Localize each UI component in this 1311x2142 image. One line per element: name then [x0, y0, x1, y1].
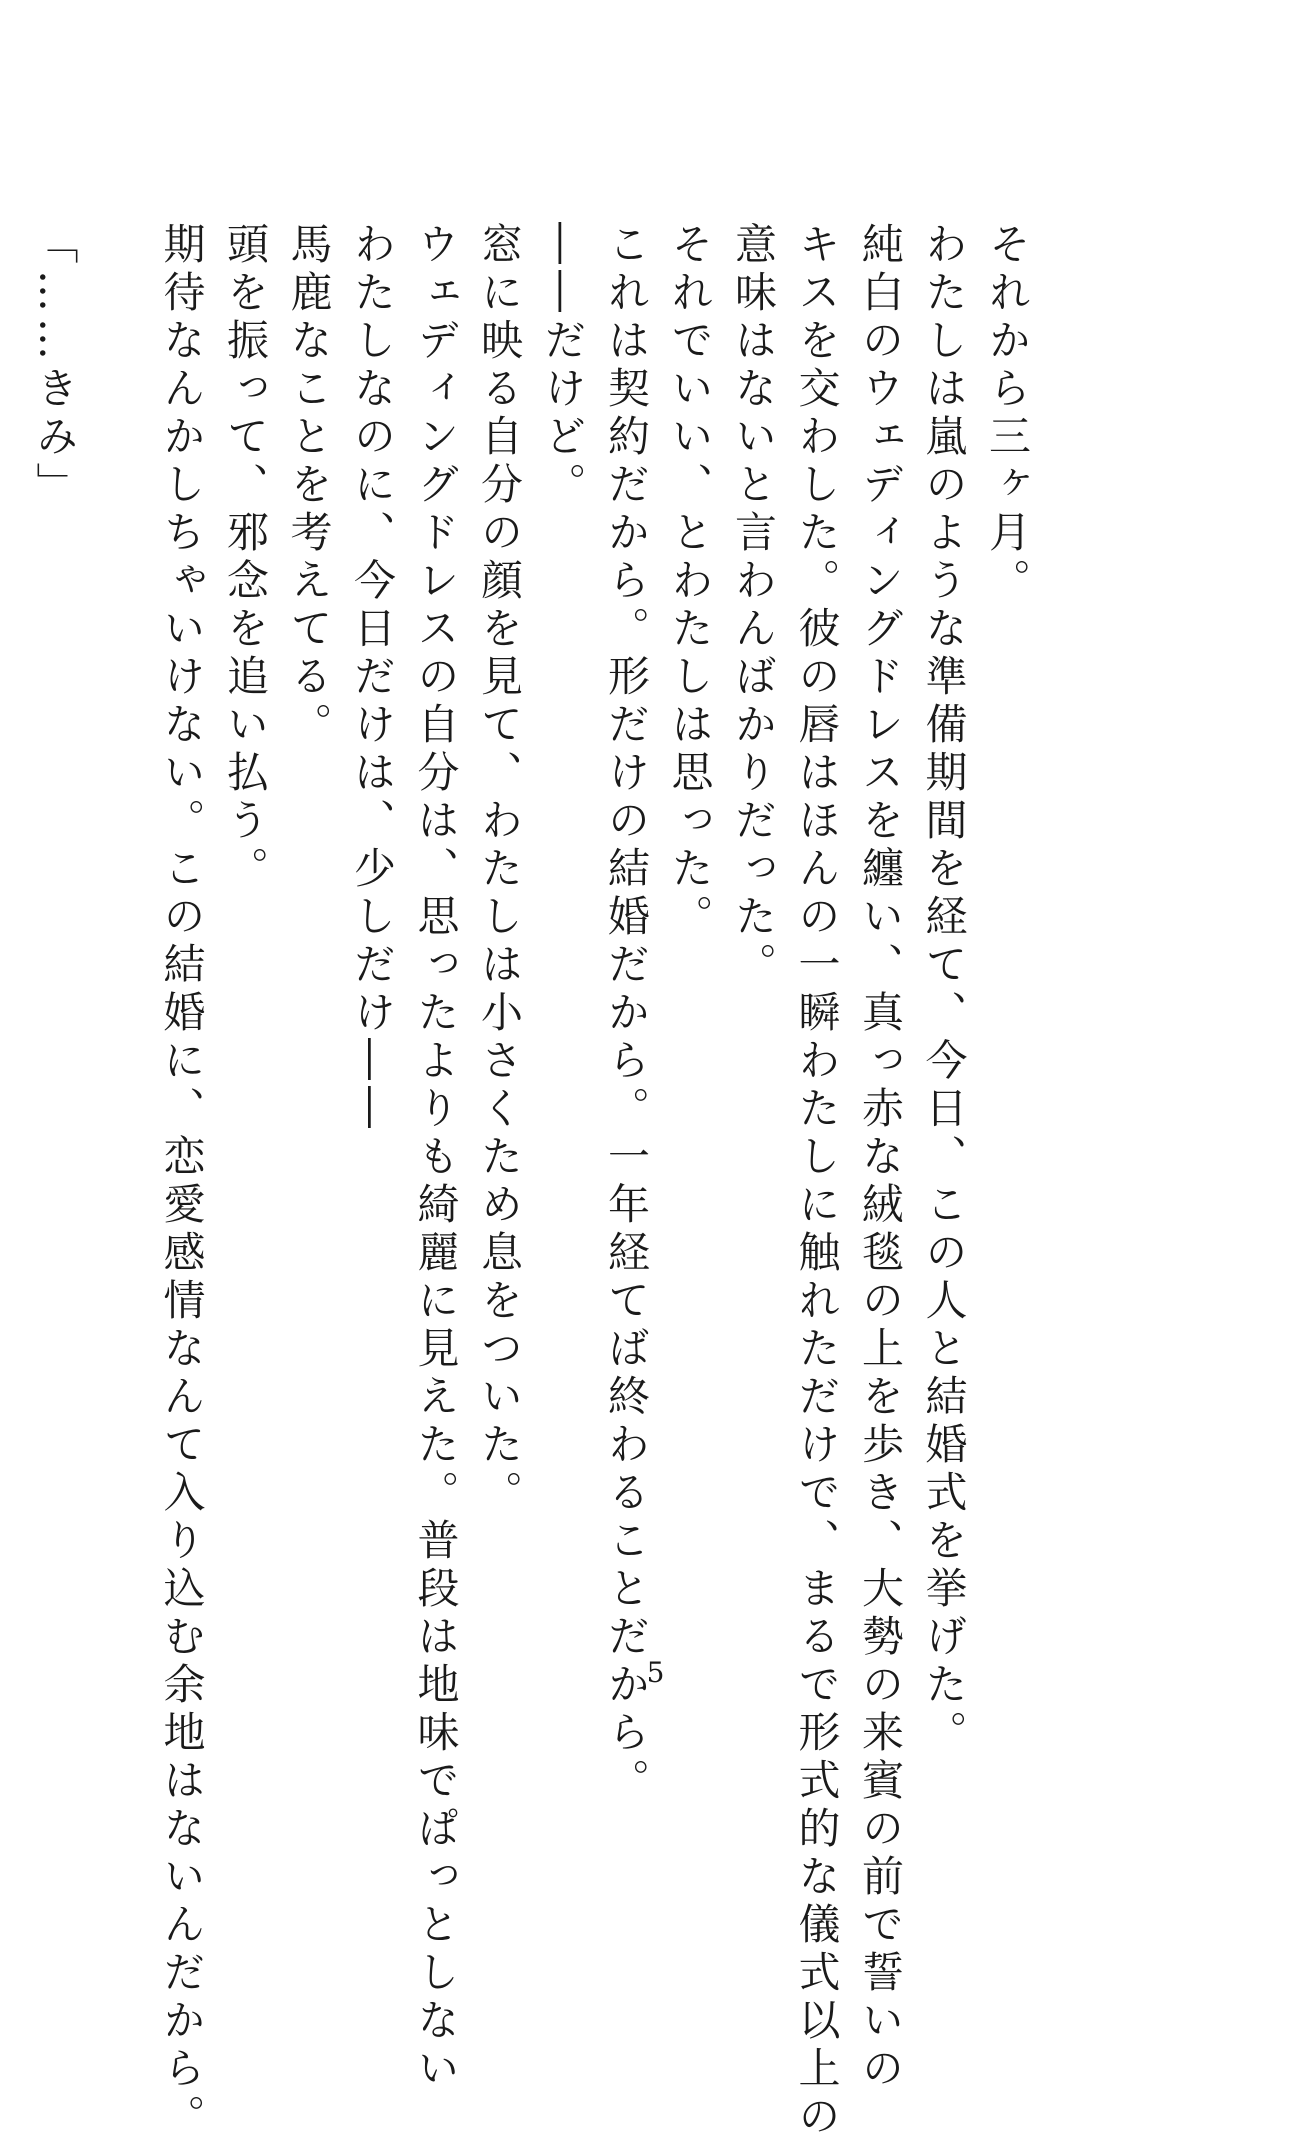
text-line: 窓に映る自分の顔を見て、わたしは小さくため息をついた。 — [475, 222, 524, 1518]
text-line: 頭を振って、邪念を追い払う。 — [221, 222, 270, 894]
text-line: 馬鹿なことを考えてる。 — [284, 222, 334, 750]
text-line: これは契約だから。形だけの結婚だから。一年経てば終わることだから。 — [602, 222, 651, 1806]
text-line: それから三ヶ月。 — [983, 222, 1032, 606]
page-number: 5 — [646, 1656, 665, 1689]
text-line: 意味はないと言わんばかりだった。 — [729, 222, 778, 990]
text-line: それでいい、とわたしは思った。 — [665, 222, 715, 942]
text-line: わたしなのに、今日だけは、少しだけ―― — [348, 222, 397, 1134]
text-line: 期待なんかしちゃいけない。この結婚に、恋愛感情なんて入り込む余地はないんだから。 — [157, 222, 207, 2142]
blank-line — [87, 222, 151, 1642]
dialogue-line: 「……きみ」 — [30, 222, 80, 510]
vertical-text-body — [23, 222, 1039, 2142]
text-line: 純白のウェディングドレスを纏い、真っ赤な絨毯の上を歩き、大勢の来賓の前で誓いの — [856, 222, 905, 2094]
text-line: ――だけど。 — [538, 222, 588, 510]
text-line: ウェディングドレスの自分は、思ったよりも綺麗に見えた。普段は地味でぱっとしない — [411, 222, 461, 2094]
text-line: わたしは嵐のような準備期間を経て、今日、この人と結婚式を挙げた。 — [919, 222, 969, 1758]
text-line: キスを交わした。彼の唇はほんの一瞬わたしに触れただけで、まるで形式的な儀式以上の — [792, 222, 842, 2142]
